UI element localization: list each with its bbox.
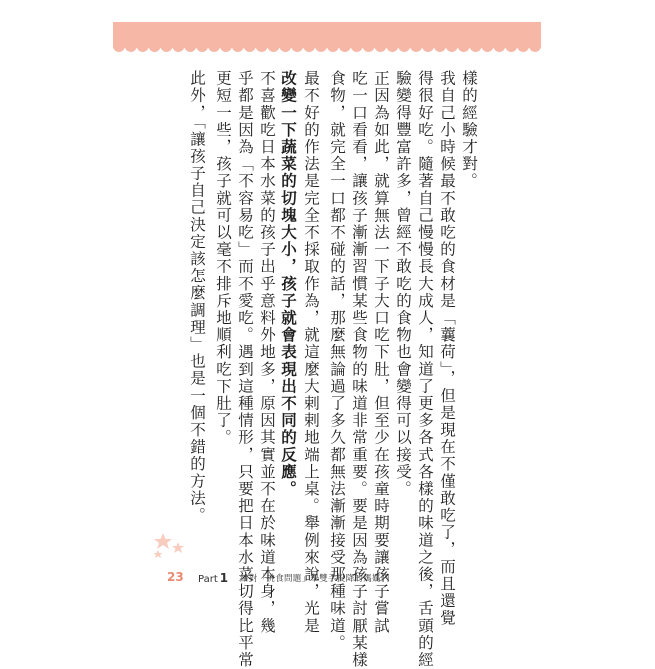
text-column: 吃一口看看，讓孩子漸漸習慣某些食物的味道非常重要。要是因為孩子討厭某樣: [350, 70, 368, 669]
text-column: 得很好吃。隨著自己慢慢長大成人，知道了更多各式各樣的味道之後，舌頭的經: [416, 70, 434, 669]
text-column: 更短一些，孩子就可以毫不排斥地順利吃下肚了。: [214, 70, 232, 447]
text-column: 最不好的作法是完全不採取作為，就這麼大剌剌地端上桌。舉例來說，光是: [302, 70, 320, 635]
text-column: 驗變得豐富許多，曾經不敢吃的食物也會變得可以接受。: [394, 70, 412, 498]
star-decoration-icon: [149, 527, 189, 563]
text-column: 此外，「讓孩子自己決定該怎麼調理」也是一個不錯的方法。: [188, 70, 206, 524]
page-number: 23: [167, 570, 184, 584]
chapter-title: 給對「挑食問題」舉雙手投降的媽媽們: [240, 574, 390, 584]
text-column: 樣的經驗才對。: [460, 70, 478, 190]
text-column: 不喜歡吃日本水菜的孩子出乎意料外地多，原因其實並不在於味道本身，幾: [258, 70, 276, 635]
emphasis-text-column: 改變一下蔬菜的切塊大小，孩子就會表現出不同的反應。: [279, 70, 298, 498]
text-column: 食物，就完全一口都不碰的話，那麼無論過了多久都無法漸漸接受那種味道。: [328, 70, 346, 652]
scallop-edge: [113, 42, 541, 52]
vertical-text-body: [160, 70, 478, 669]
text-column: 乎都是因為「不容易吃」而不愛吃。遇到這種情形，只要把日本水菜切得比平常: [236, 70, 254, 669]
text-column: 正因為如此，就算無法一下子大口吃下肚，但至少在孩童時期要讓孩子嘗試: [372, 70, 390, 635]
part-number: 1: [219, 571, 229, 585]
part-text: Part: [198, 574, 218, 585]
part-label: [198, 571, 231, 585]
text-column: 我自己小時候最不敢吃的食材是「蘘荷」，但是現在不僅敢吃了，而且還覺: [438, 70, 456, 627]
scalloped-border: [113, 42, 541, 54]
